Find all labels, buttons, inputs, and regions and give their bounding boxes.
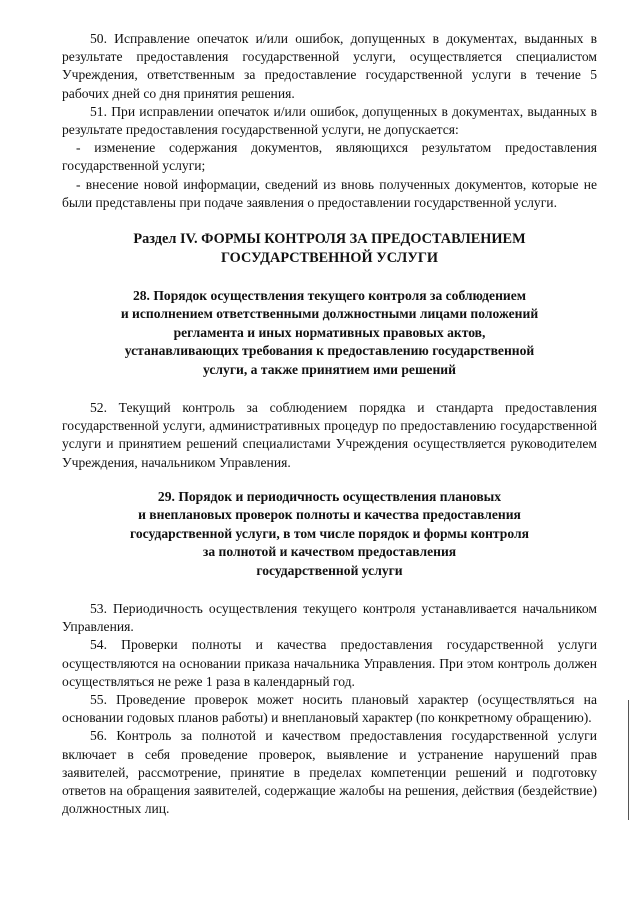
paragraph-50: 50. Исправление опечаток и/или ошибок, допущенных в документах, выданных в результате предоставления государственной услуги, осуществляется специалистом Учреждения, ответственным за предоставление государственной услуги в течение 5 рабочих дней со дня принятия решения. [62,31,597,101]
document-page [62,30,597,818]
list-item: - изменение содержания документов, являющихся результатом предоставления государственной услуги; [62,140,597,174]
heading-line: и внеплановых проверок полноты и качества предоставления [138,507,521,523]
scan-edge-line [628,700,629,820]
section-title [62,230,597,267]
heading-line: государственной услуги, в том числе порядок и формы контроля [130,525,529,541]
paragraph-54: 54. Проверки полноты и качества предоставления государственной услуги осуществляются на основании приказа начальника Управления. При этом контроль должен осуществляться не реже 1 раза в календарный год. [62,637,597,689]
paragraph-53: 53. Периодичность осуществления текущего контроля устанавливается начальником Управления. [62,600,597,635]
paragraph-55: 55. Проведение проверок может носить плановый характер (осуществляться на основании годовых планов работы) и внеплановый характер (по конкретному обращению). [62,691,597,726]
heading-line: регламента и иных нормативных правовых актов, [173,324,486,340]
heading-line: и исполнением ответственными должностными лицами положений [120,306,539,322]
paragraph-56: 56. Контроль за полнотой и качеством предоставления государственной услуги включает в себя проведение проверок, выявление и устранение нарушений прав заявителей, рассмотрение, принятие в пределах компетенции решений и подготовку ответов на обращения заявителей, содержащие жалобы на решения, действия (бездействие) должностных лиц. [62,728,597,817]
heading-28 [62,287,597,379]
paragraph-52: 52. Текущий контроль за соблюдением порядка и стандарта предоставления государственной услуги, административных процедур по предоставлению государственной услуги и принятием решений специалистами Учреждения осуществляется руководителем Учреждения, начальником Управления. [62,400,597,470]
section-title-line: Раздел IV. ФОРМЫ КОНТРОЛЯ ЗА ПРЕДОСТАВЛЕНИЕМ [133,231,526,248]
section-title-line: ГОСУДАРСТВЕННОЙ УСЛУГИ [220,249,439,266]
heading-line: 28. Порядок осуществления текущего контроля за соблюдением [132,288,527,304]
heading-29 [62,488,597,580]
list-item: - внесение новой информации, сведений из вновь полученных документов, которые не были представлены при подаче заявления о предоставлении государственной услуги. [62,176,597,210]
heading-line: 29. Порядок и периодичность осуществления плановых [157,488,502,504]
heading-line: устанавливающих требования к предоставлению государственной [124,343,535,359]
paragraph-51: 51. При исправлении опечаток и/или ошибок, допущенных в документах, выданных в результате предоставления государственной услуги, не допускается: [62,103,597,138]
heading-line: услуги, а также принятием ими решений [203,361,456,377]
heading-line: за полнотой и качеством предоставления [202,544,457,560]
heading-line: государственной услуги [256,562,403,578]
